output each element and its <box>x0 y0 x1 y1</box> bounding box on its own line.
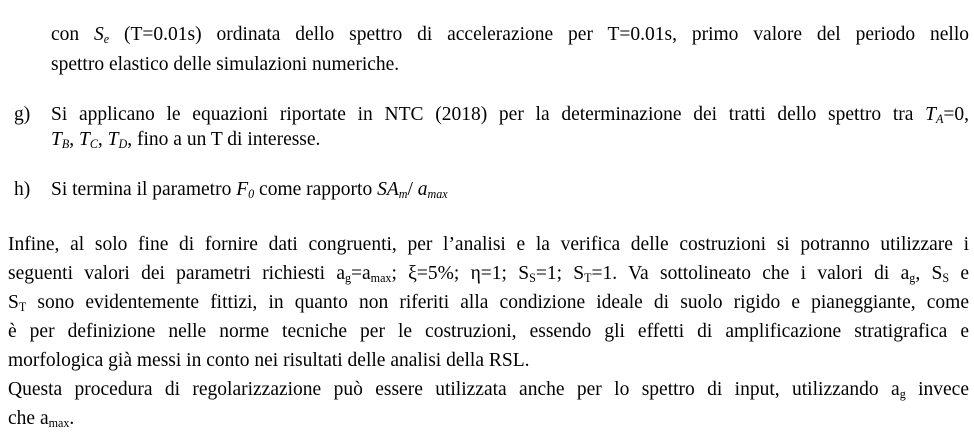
para-line-7: che $a_{max}$. <box>8 408 75 431</box>
para-line-1: Infine, al solo fine di fornire dati congruenti, per l’analisi e la verifica delle costruzioni si potranno utilizzare i <box>8 234 969 255</box>
continuation-line-1: con $S_e$ (T=0.01s) ordinata dello spettro di accelerazione per T=0.01s, primo valore del periodo nello <box>51 24 969 47</box>
para-line-4: è per definizione nelle norme tecniche per le costruzioni, essendo gli effetti di amplificazione stratigrafica e <box>8 321 969 342</box>
continuation-line-2: spettro elastico delle simulazioni numeriche. <box>51 54 400 75</box>
list-item-g-line-1: Si applicano le equazioni riportate in NTC (2018) per la determinazione dei tratti dello spettro tra $T_A=0$, <box>51 104 969 127</box>
list-label-g: g) <box>14 104 31 125</box>
list-label-h: h) <box>14 179 31 200</box>
list-item-h: Si termina il parametro $F_0$ come rapporto $SA_m/$ $a_{max}$ <box>51 179 448 202</box>
para-line-6: Questa procedura di regolarizzazione può essere utilizzata anche per lo spettro di input, utilizzando $a_g$ invece <box>8 379 969 402</box>
list-item-g-line-2: $T_B$, $T_C$, $T_D$, fino a un T di interesse. <box>51 129 321 152</box>
para-line-5: morfologica già messi in conto nei risultati delle analisi della RSL. <box>8 350 530 371</box>
para-line-3: $S_T$ sono evidentemente fittizi, in quanto non riferiti alla condizione ideale di suolo rigido e pianeggiante, come <box>8 292 969 315</box>
para-line-2: seguenti valori dei parametri richiesti $a_g=a_{max}$; ξ=5%; η=1; $S_S=1$; $S_T=1$. Va sottolineato che i valori di $a_g$, $S_S$ e <box>8 263 970 286</box>
